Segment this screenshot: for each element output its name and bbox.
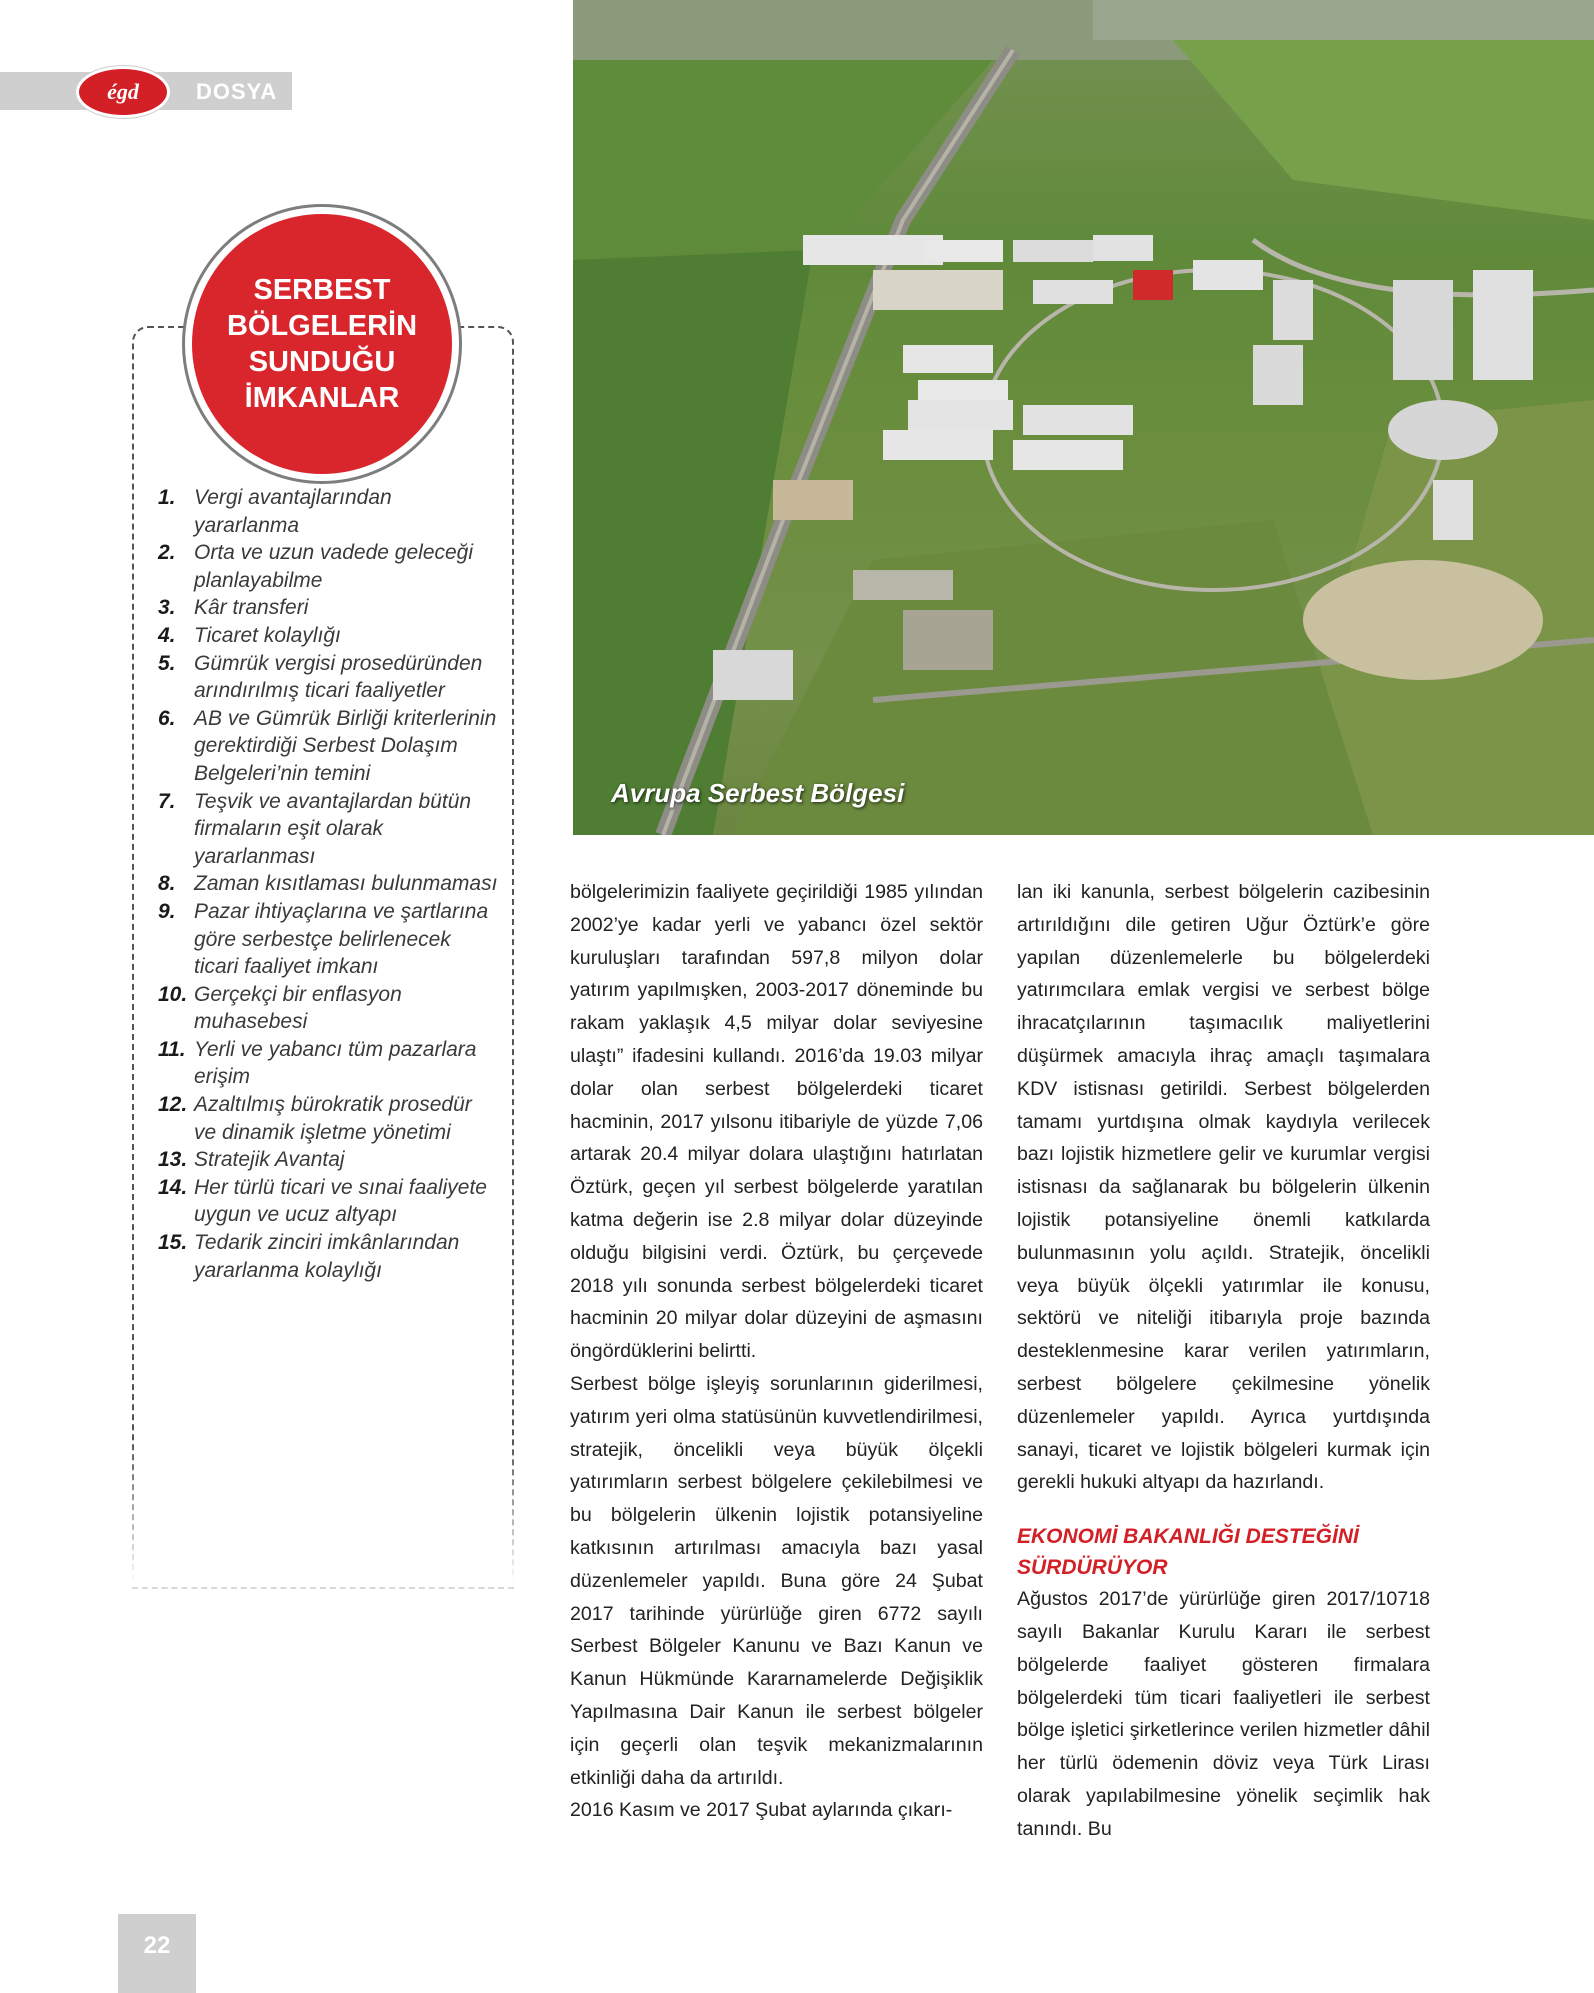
list-item-number: 8. — [158, 872, 176, 896]
list-item — [158, 898, 498, 981]
list-item-number: 11. — [158, 1037, 186, 1061]
sidebar-badge — [192, 214, 452, 474]
sidebar-fade — [132, 1440, 516, 1600]
section-heading: EKONOMİ BAKANLIĞI DESTEĞİNİ SÜRDÜRÜYOR — [1017, 1525, 1359, 1580]
sidebar-bottom-border — [132, 1587, 514, 1589]
aerial-photo — [573, 0, 1594, 835]
list-item-text: Azaltılmış bürokratik prosedür ve dinamik işletme yönetimi — [194, 1093, 472, 1144]
list-item-text: Yerli ve yabancı tüm pazarlara erişim — [194, 1037, 477, 1089]
list-item — [158, 622, 498, 650]
magazine-logo — [76, 66, 170, 118]
list-item — [158, 981, 498, 1036]
list-item-text: Gümrük vergisi prosedüründen arındırılmış ticari faaliyetler — [194, 651, 483, 703]
list-item — [158, 1174, 498, 1229]
list-item-text: Tedarik zinciri imkânlarından yararlanma kolaylığı — [194, 1231, 460, 1282]
list-item-number: 3. — [158, 596, 176, 620]
list-item — [158, 870, 498, 898]
benefit-list — [158, 484, 498, 1284]
list-item — [158, 705, 498, 788]
article-paragraph: 2016 Kasım ve 2017 Şubat aylarında çıkarı- — [570, 1799, 953, 1822]
list-item-number: 2. — [158, 541, 176, 565]
list-item-number: 1. — [158, 486, 176, 509]
article-column-left — [570, 876, 983, 1827]
list-item-number: 6. — [158, 706, 176, 730]
list-item — [158, 650, 498, 705]
list-item-text: AB ve Gümrük Birliği kriterlerinin gerektirdiği Serbest Dolaşım Belgeleri’nin temini — [194, 706, 497, 785]
photo-caption: Avrupa Serbest Bölgesi — [611, 778, 905, 808]
list-item-number: 5. — [158, 651, 176, 675]
list-item-number: 4. — [158, 623, 176, 647]
list-item-number: 10. — [158, 982, 188, 1006]
list-item-text: Ticaret kolaylığı — [194, 623, 341, 647]
list-item — [158, 594, 498, 622]
article-paragraph: bölgelerimizin faaliyete geçirildiği 1985 yılından 2002’ye kadar yerli ve yabancı özel sektör kuruluşları tarafından 597,8 milyon dolar yatırım yapılmışken, 2003-2017 döneminde bu rakam yaklaşık 4,5 milyar dolar seviyesine ulaştı” ifadesini kullandı. 2016’da 19.03 milyar dolar olan serbest bölgelerdeki ticaret hacminin, 2017 yılsonu itibariyle de yüzde 7,06 artarak 20.4 milyar dolara ulaştığını hatırlatan Öztürk, geçen yıl serbest bölgelerde yaratılan katma değerin ise 2.8 milyar dolar düzeyinde olduğu bilgisini verdi. Öztürk, bu çerçevede 2018 yılı sonunda serbest bölgelerdeki ticaret hacminin 20 milyar dolar düzeyini de aşmasını öngördüklerini belirtti. — [570, 881, 983, 1363]
list-item-text: Her türlü ticari ve sınai faaliyete uygun ve ucuz altyapı — [194, 1175, 487, 1227]
list-item-number: 12. — [158, 1093, 188, 1117]
list-item — [158, 1229, 498, 1284]
logo-text: égd — [107, 79, 139, 104]
list-item — [158, 1146, 498, 1174]
list-item — [158, 788, 498, 871]
article-paragraph: Ağustos 2017’de yürürlüğe giren 2017/10718 sayılı Bakanlar Kurulu Kararı ile serbest bölgelerde faaliyet gösteren firmalara bölgelerdeki tüm ticari faaliyetleri ile serbest bölge işletici şirketlerince verilen hizmetler dâhil her türlü ödemenin döviz veya Türk Lirası olarak yapılabilmesine yönelik seçimlik hak tanındı. Bu — [1017, 1588, 1430, 1840]
article-paragraph: Serbest bölge işleyiş sorunlarının giderilmesi, yatırım yeri olma statüsünün kuvvetlendirilmesi, stratejik, öncelikli veya büyük ölçekli yatırımların serbest bölgelere çekilebilmesi ve bu bölgelerin ülkenin lojistik potansiyeline katkısının artırılması amacıyla bazı yasal düzenlemeler yapıldı. Buna göre 24 Şubat 2017 tarihinde yürürlüğe giren 6772 sayılı Serbest Bölgeler Kanunu ve Bazı Kanun ve Kanun Hükmünde Kararnamelerde Değişiklik Yapılmasına Dair Kanun ile serbest bölgeler için geçerli olan teşvik mekanizmalarının etkinliği daha da artırıldı. — [570, 1372, 983, 1789]
list-item — [158, 1091, 498, 1146]
list-item-number: 14. — [158, 1175, 188, 1199]
list-item-number: 7. — [158, 789, 176, 813]
section-label: DOSYA — [196, 79, 278, 104]
list-item-number: 9. — [158, 899, 176, 923]
page-number: 22 — [143, 1932, 171, 1959]
list-item-text: Stratejik Avantaj — [194, 1148, 345, 1172]
list-item-text: Pazar ihtiyaçlarına ve şartlarına göre serbestçe belirlenecek ticari faaliyet imkanı — [194, 899, 489, 979]
article-paragraph: lan iki kanunla, serbest bölgelerin cazibesinin artırıldığını dile getiren Uğur Öztürk’e göre yapılan düzenlemelerle bu bölgelerdeki yatırımcılara emlak vergisi ve serbest bölge ihracatçılarının taşımacılık maliyetlerini düşürmek amacıyla ihraç amaçlı taşımalara KDV istisnası getirildi. Serbest bölgelerden tamamı yurtdışına olmak kaydıyla verilecek bazı lojistik hizmetlere gelir ve kurumlar vergisi istisnası da sağlanarak bu bölgelerin ülkenin lojistik potansiyeline önemli katkılarda bulunmasının yolu açıldı. Stratejik, öncelikli veya büyük ölçekli yatırımlar ile konusu, sektörü ve niteliği itibarıyla proje bazında desteklenmesine karar verilen yatırımların, serbest bölgelere çekilmesine yönelik düzenlemeler yapıldı. Ayrıca yurtdışında sanayi, ticaret ve lojistik bölgeleri kurmak için gerekli hukuki altyapı da hazırlandı. — [1017, 881, 1430, 1494]
list-item-text: Kâr transferi — [194, 596, 309, 620]
list-item-text: Orta ve uzun vadede geleceği planlayabilme — [194, 541, 474, 592]
list-item-number: 13. — [158, 1148, 188, 1172]
article-column-right — [1017, 876, 1430, 1846]
list-item — [158, 1036, 498, 1091]
list-item-text: Vergi avantajlarından yararlanma — [194, 486, 392, 537]
list-item-text: Zaman kısıtlaması bulunmaması — [194, 872, 498, 896]
list-item — [158, 539, 498, 594]
list-item-text: Gerçekçi bir enflasyon muhasebesi — [194, 982, 402, 1034]
list-item-text: Teşvik ve avantajlardan bütün firmaların eşit olarak yararlanması — [194, 789, 472, 868]
list-item-number: 15. — [158, 1231, 188, 1255]
sidebar-title: SERBEST BÖLGELERİN SUNDUĞU İMKANLAR — [226, 274, 418, 414]
list-item — [158, 484, 498, 539]
aerial-photo-illustration — [573, 0, 1594, 835]
page-number-box — [118, 1914, 196, 1993]
